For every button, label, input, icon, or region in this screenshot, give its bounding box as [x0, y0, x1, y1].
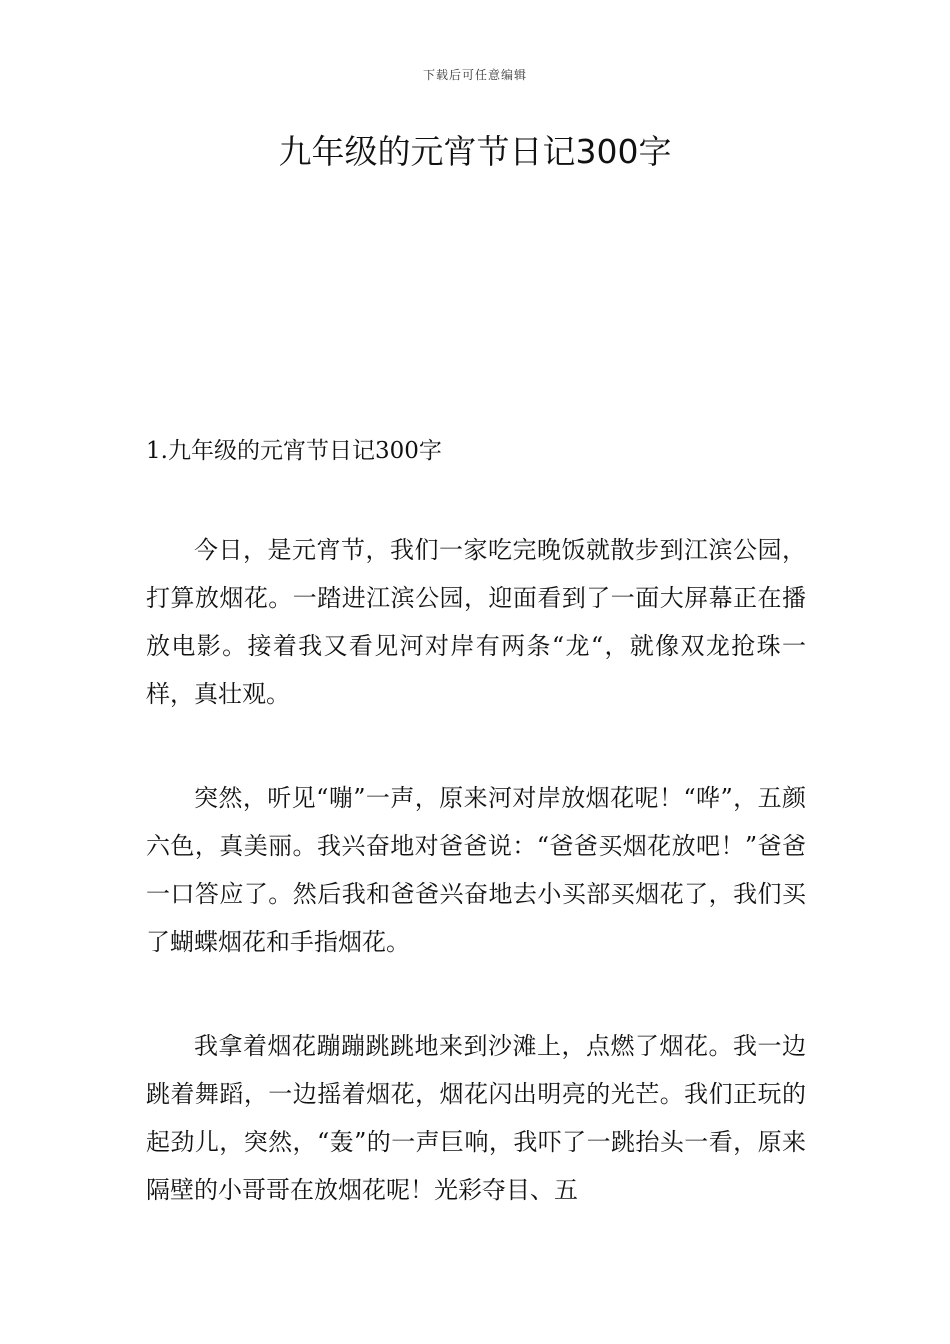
paragraph-text: 突然，听见“嘣”一声，原来河对岸放烟花呢！“哗”，五颜六色，真美丽。我兴奋地对爸爸说：“爸爸买烟花放吧！”爸爸一口答应了。然后我和爸爸兴奋地去小买部买烟花了，我们买了蝴蝶烟花和手指烟花。: [146, 784, 806, 956]
document-title: 九年级的元宵节日记300字: [278, 132, 672, 171]
paragraph-text: 今日，是元宵节，我们一家吃完晚饭就散步到江滨公园，打算放烟花。一踏进江滨公园，迎面看到了一面大屏幕正在播放电影。接着我又看见河对岸有两条“龙“，就像双龙抢珠一样，真壮观。: [146, 536, 806, 708]
paragraph-2: [146, 774, 806, 966]
paragraph-1: [146, 526, 806, 718]
header-note: 下载后可任意编辑: [422, 68, 527, 82]
section-heading: 1.九年级的元宵节日记300字: [146, 438, 442, 464]
paragraph-3: [146, 1022, 806, 1214]
paragraph-text: 我拿着烟花蹦蹦跳跳地来到沙滩上，点燃了烟花。我一边跳着舞蹈，一边摇着烟花，烟花闪出明亮的光芒。我们正玩的起劲儿，突然，“轰”的一声巨响，我吓了一跳抬头一看，原来隔壁的小哥哥在放烟花呢！光彩夺目、五: [146, 1032, 806, 1204]
